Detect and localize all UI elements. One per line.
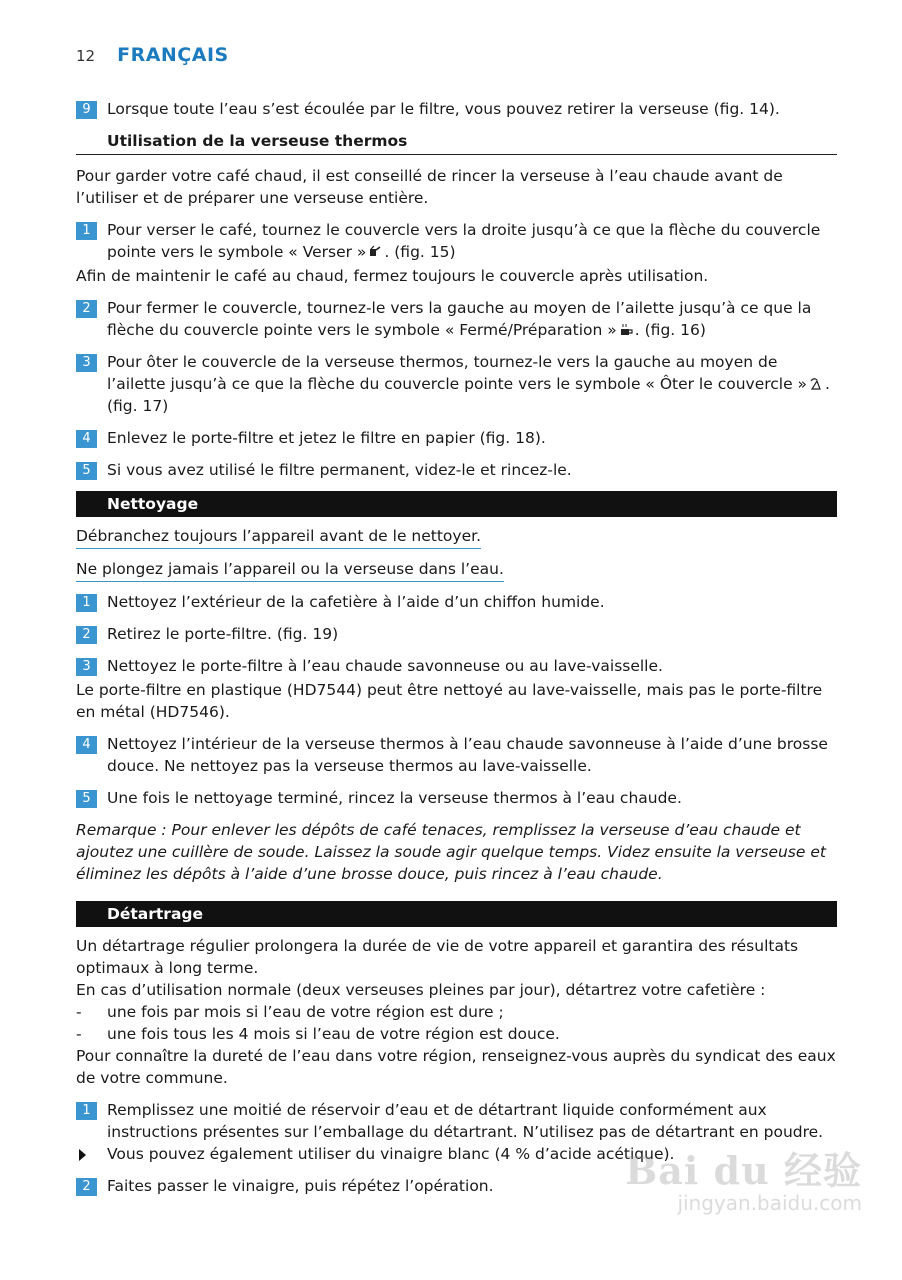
section-heading-cleaning: Nettoyage (76, 491, 837, 517)
language-title: FRANÇAIS (117, 44, 229, 66)
step-text: Une fois le nettoyage terminé, rincez la verseuse thermos à l’eau chaude. (107, 789, 682, 807)
step-text: Pour ôter le couvercle de la verseuse thermos, tournez-le vers la gauche au moyen de l’ailette jusqu’à ce que la flèche du couvercle pointe vers le symbole « Ôter le couvercle » (107, 353, 808, 393)
remove-lid-symbol-icon (809, 377, 823, 390)
descaling-dash-item-2 (76, 1023, 837, 1045)
dash-marker: - (76, 1025, 82, 1043)
step-text: Faites passer le vinaigre, puis répétez l’opération. (107, 1177, 494, 1195)
step-text: Nettoyez l’intérieur de la verseuse thermos à l’eau chaude savonneuse à l’aide d’une brosse douce. Ne nettoyez pas la verseuse thermos au lave-vaisselle. (107, 735, 828, 775)
step-number: 1 (76, 222, 97, 240)
watermark-logo: Bai du 经验 (625, 1148, 862, 1193)
step-number: 1 (76, 594, 97, 612)
step-number: 4 (76, 736, 97, 754)
step-number: 5 (76, 790, 97, 808)
cleaning-warning-1: Débranchez toujours l’appareil avant de le nettoyer. (76, 525, 481, 549)
step-number: 5 (76, 462, 97, 480)
thermos-step-3 (76, 351, 837, 417)
descaling-dash-item-1 (76, 1001, 837, 1023)
triangle-bullet-icon (79, 1149, 86, 1161)
step-text-end: . (fig. 16) (634, 321, 706, 339)
section-heading-thermos: Utilisation de la verseuse thermos (76, 130, 837, 155)
pour-symbol-icon (368, 245, 382, 258)
step-text-end: . (fig. 15) (384, 243, 456, 261)
main-content (76, 98, 837, 1207)
thermos-note-1: Afin de maintenir le café au chaud, fermez toujours le couvercle après utilisation. (76, 267, 709, 285)
descaling-intro-2: En cas d’utilisation normale (deux verseuses pleines par jour), détartrez votre cafetière : (76, 981, 766, 999)
bullet-text: Vous pouvez également utiliser du vinaigre blanc (4 % d’acide acétique). (107, 1145, 675, 1163)
step-text: Pour verser le café, tournez le couvercle vers la droite jusqu’à ce que la flèche du couvercle pointe vers le symbole « Verser » (107, 221, 821, 261)
cleaning-step-5 (76, 787, 837, 809)
cleaning-step-3 (76, 655, 837, 677)
cleaning-note-3: Le porte-filtre en plastique (HD7544) peut être nettoyé au lave-vaisselle, mais pas le porte-filtre en métal (HD7546). (76, 681, 823, 721)
step-number: 2 (76, 626, 97, 644)
step-number: 4 (76, 430, 97, 448)
step-number: 1 (76, 1102, 97, 1120)
descaling-step-1 (76, 1099, 837, 1143)
thermos-step-5 (76, 459, 837, 481)
closed-symbol-icon (619, 323, 633, 336)
step-number: 3 (76, 658, 97, 676)
dash-marker: - (76, 1003, 82, 1021)
thermos-intro: Pour garder votre café chaud, il est conseillé de rincer la verseuse à l’eau chaude avant de l’utiliser et de préparer une verseuse entière. (76, 167, 783, 207)
step-text: Lorsque toute l’eau s’est écoulée par le filtre, vous pouvez retirer la verseuse (fig. 14). (107, 100, 780, 118)
cleaning-remark: Remarque : Pour enlever les dépôts de café tenaces, remplissez la verseuse d’eau chaude et ajoutez une cuillère de soude. Laissez la soude agir quelque temps. Videz ensuite la verseuse et éliminez les dépôts à l’aide d’une brosse douce, puis rincez à l’eau chaude. (76, 821, 826, 883)
page-header (76, 44, 229, 72)
cleaning-warning-2: Ne plongez jamais l’appareil ou la verseuse dans l’eau. (76, 558, 504, 582)
step-text: Nettoyez l’extérieur de la cafetière à l’aide d’un chiffon humide. (107, 593, 605, 611)
watermark-url: jingyan.baidu.com (677, 1191, 862, 1215)
step-text-end: . (fig. 17) (107, 375, 830, 415)
descaling-intro-3: Pour connaître la dureté de l’eau dans votre région, renseignez-vous auprès du syndicat des eaux de votre commune. (76, 1047, 836, 1087)
step-text: Nettoyez le porte-filtre à l’eau chaude savonneuse ou au lave-vaisselle. (107, 657, 663, 675)
step-number: 2 (76, 1178, 97, 1196)
step-text: Retirez le porte-filtre. (fig. 19) (107, 625, 339, 643)
dash-text: une fois tous les 4 mois si l’eau de votre région est douce. (107, 1025, 560, 1043)
thermos-step-1 (76, 219, 837, 263)
baidu-watermark (625, 1140, 862, 1215)
descaling-intro-1: Un détartrage régulier prolongera la durée de vie de votre appareil et garantira des résultats optimaux à long terme. (76, 937, 799, 977)
section-heading-descaling: Détartrage (76, 901, 837, 927)
step-number: 9 (76, 101, 97, 119)
cleaning-step-1 (76, 591, 837, 613)
cleaning-step-4 (76, 733, 837, 777)
step-number: 3 (76, 354, 97, 372)
page-number: 12 (76, 47, 96, 65)
thermos-step-4 (76, 427, 837, 449)
step-text: Si vous avez utilisé le filtre permanent, videz-le et rincez-le. (107, 461, 572, 479)
step-9 (76, 98, 837, 120)
dash-text: une fois par mois si l’eau de votre région est dure ; (107, 1003, 504, 1021)
thermos-step-2 (76, 297, 837, 341)
cleaning-step-2 (76, 623, 837, 645)
step-text: Remplissez une moitié de réservoir d’eau et de détartrant liquide conformément aux instructions présentes sur l’emballage du détartrant. N’utilisez pas de détartrant en poudre. (107, 1101, 824, 1141)
step-text: Enlevez le porte-filtre et jetez le filtre en papier (fig. 18). (107, 429, 546, 447)
step-text: Pour fermer le couvercle, tournez-le vers la gauche au moyen de l’ailette jusqu’à ce que la flèche du couvercle pointe vers le symbole « Fermé/Préparation » (107, 299, 812, 339)
step-number: 2 (76, 300, 97, 318)
